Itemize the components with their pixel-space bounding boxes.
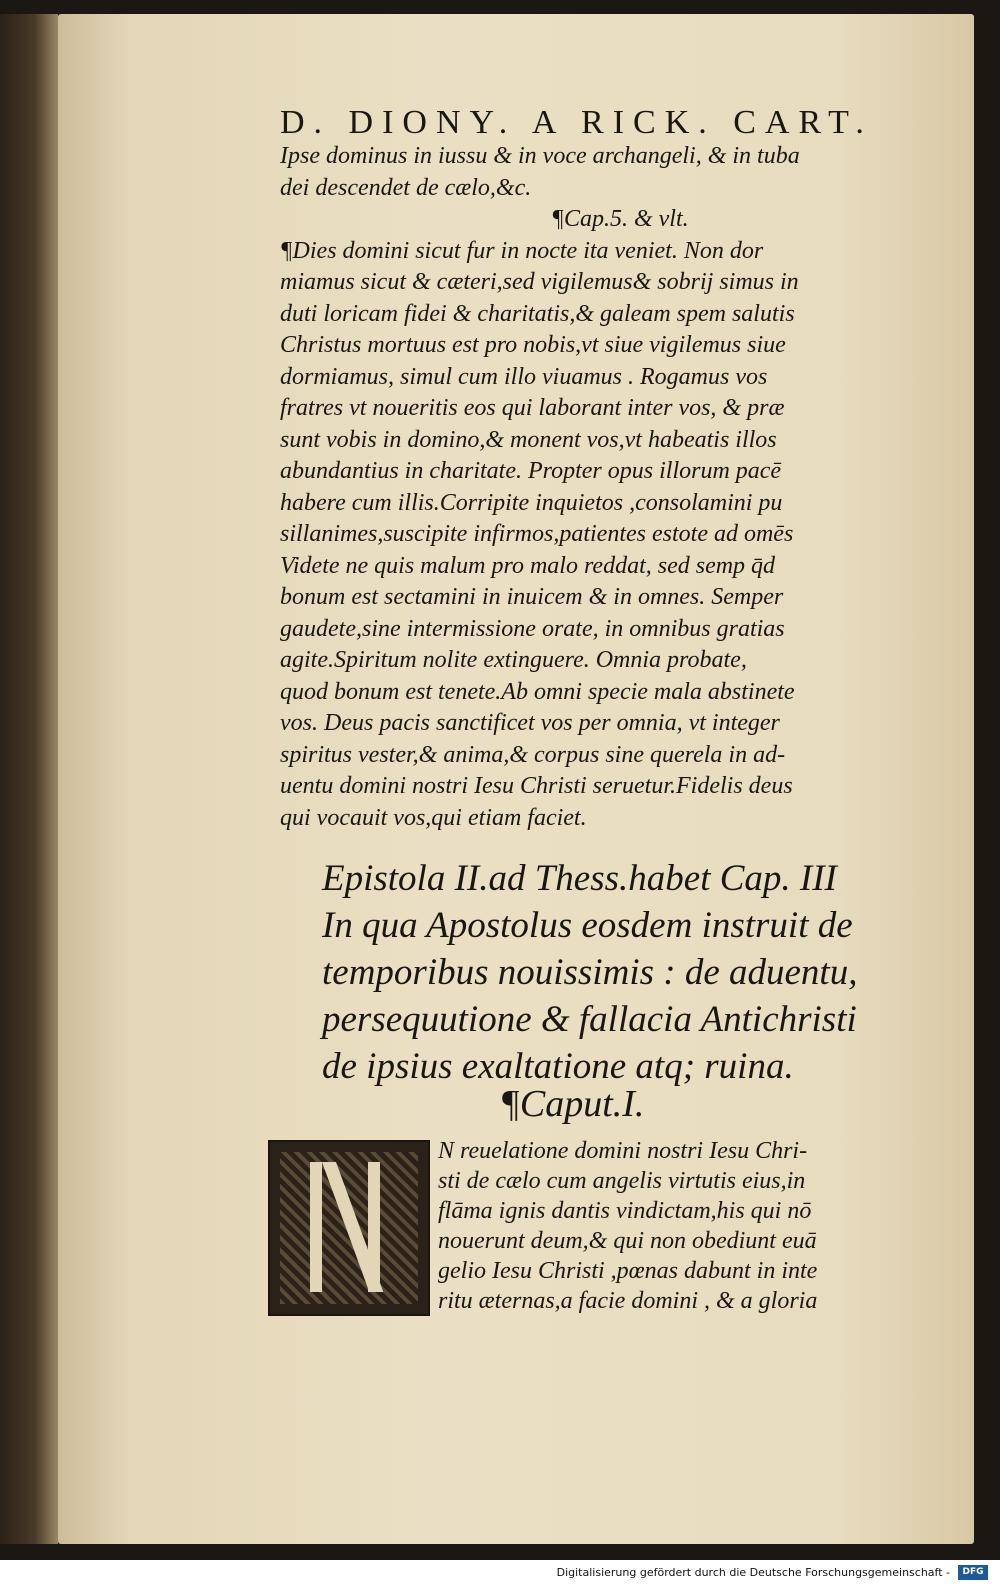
- decorated-initial-i-icon: [268, 1140, 430, 1316]
- text-line: habere cum illis.Corripite inquietos ,consolamini pu: [280, 489, 783, 516]
- text-line: fratres vt noueritis eos qui laborant inter vos, & præ: [280, 395, 785, 421]
- text-line: dormiamus, simul cum illo viuamus . Rogamus vos: [280, 363, 768, 390]
- chapter-text: [438, 1136, 958, 1316]
- text-line: agite.Spiritum nolite extinguere. Omnia probate,: [280, 647, 747, 673]
- text-line: gelio Iesu Christi ,pœnas dabunt in inte: [438, 1258, 818, 1284]
- text-line: vos. Deus pacis sanctificet vos per omnia, vt integer: [280, 710, 780, 736]
- text-line: sti de cælo cum angelis virtutis eius,in: [438, 1168, 806, 1194]
- text-line: uentu domini nostri Iesu Christi seruetur.Fidelis deus: [280, 773, 793, 799]
- text-line: spiritus vester,& anima,& corpus sine querela in ad-: [280, 741, 786, 768]
- text-line: ¶Dies domini sicut fur in nocte ita veniet. Non dor: [280, 237, 764, 264]
- text-line: qui vocauit vos,qui etiam faciet.: [280, 804, 587, 831]
- heading-line: de ipsius exaltatione atq; ruina.: [322, 1046, 794, 1087]
- epistle-heading: [322, 855, 962, 1090]
- epistle-text: [280, 141, 960, 834]
- text-line: abundantius in charitate. Propter opus illorum pacē: [280, 458, 782, 484]
- dfg-logo-icon: DFG: [958, 1565, 988, 1580]
- text-line: nouerunt deum,& qui non obediunt euā: [438, 1228, 817, 1254]
- caput-heading: ¶Caput.I.: [500, 1083, 645, 1125]
- text-line: N reuelatione domini nostri Iesu Chri-: [438, 1138, 808, 1164]
- running-header: D. DIONY. A RICK. CART.: [280, 104, 873, 141]
- text-line: Ipse dominus in iussu & in voce archangeli, & in tuba: [280, 143, 800, 169]
- heading-line: temporibus nouissimis : de aduentu,: [322, 952, 858, 993]
- text-line: sillanimes,suscipite infirmos,patientes estote ad omēs: [280, 521, 794, 547]
- chapter-label: ¶Cap.5. & vlt.: [551, 206, 689, 232]
- heading-line: Epistola II.ad Thess.habet Cap. III: [322, 858, 837, 899]
- text-line: flāma ignis dantis vindictam,his qui nō: [438, 1198, 812, 1224]
- text-line: Videte ne quis malum pro malo reddat, sed semp q̄d: [280, 552, 776, 579]
- footer-bar: [0, 1560, 1000, 1587]
- heading-line: persequutione & fallacia Antichristi: [322, 999, 857, 1040]
- text-line: Christus mortuus est pro nobis,vt siue vigilemus siue: [280, 332, 786, 358]
- text-line: duti loricam fidei & charitatis,& galeam spem salutis: [280, 300, 795, 327]
- text-line: sunt vobis in domino,& monent vos,vt habeatis illos: [280, 426, 777, 453]
- text-line: quod bonum est tenete.Ab omni specie mala abstinete: [280, 678, 795, 705]
- heading-line: In qua Apostolus eosdem instruit de: [322, 905, 853, 946]
- text-line: bonum est sectamini in inuicem & in omnes. Semper: [280, 584, 784, 610]
- initial-letter-shape: [310, 1162, 380, 1292]
- page-edge: [0, 14, 58, 1544]
- funding-credit: Digitalisierung gefördert durch die Deutsche Forschungsgemeinschaft -: [556, 1566, 950, 1579]
- text-line: miamus sicut & cæteri,sed vigilemus& sobrij simus in: [280, 269, 799, 295]
- text-line: dei descendet de cælo,&c.: [280, 174, 532, 201]
- text-line: ritu æternas,a facie domini , & a gloria: [438, 1288, 818, 1314]
- text-line: gaudete,sine intermissione orate, in omnibus gratias: [280, 615, 785, 642]
